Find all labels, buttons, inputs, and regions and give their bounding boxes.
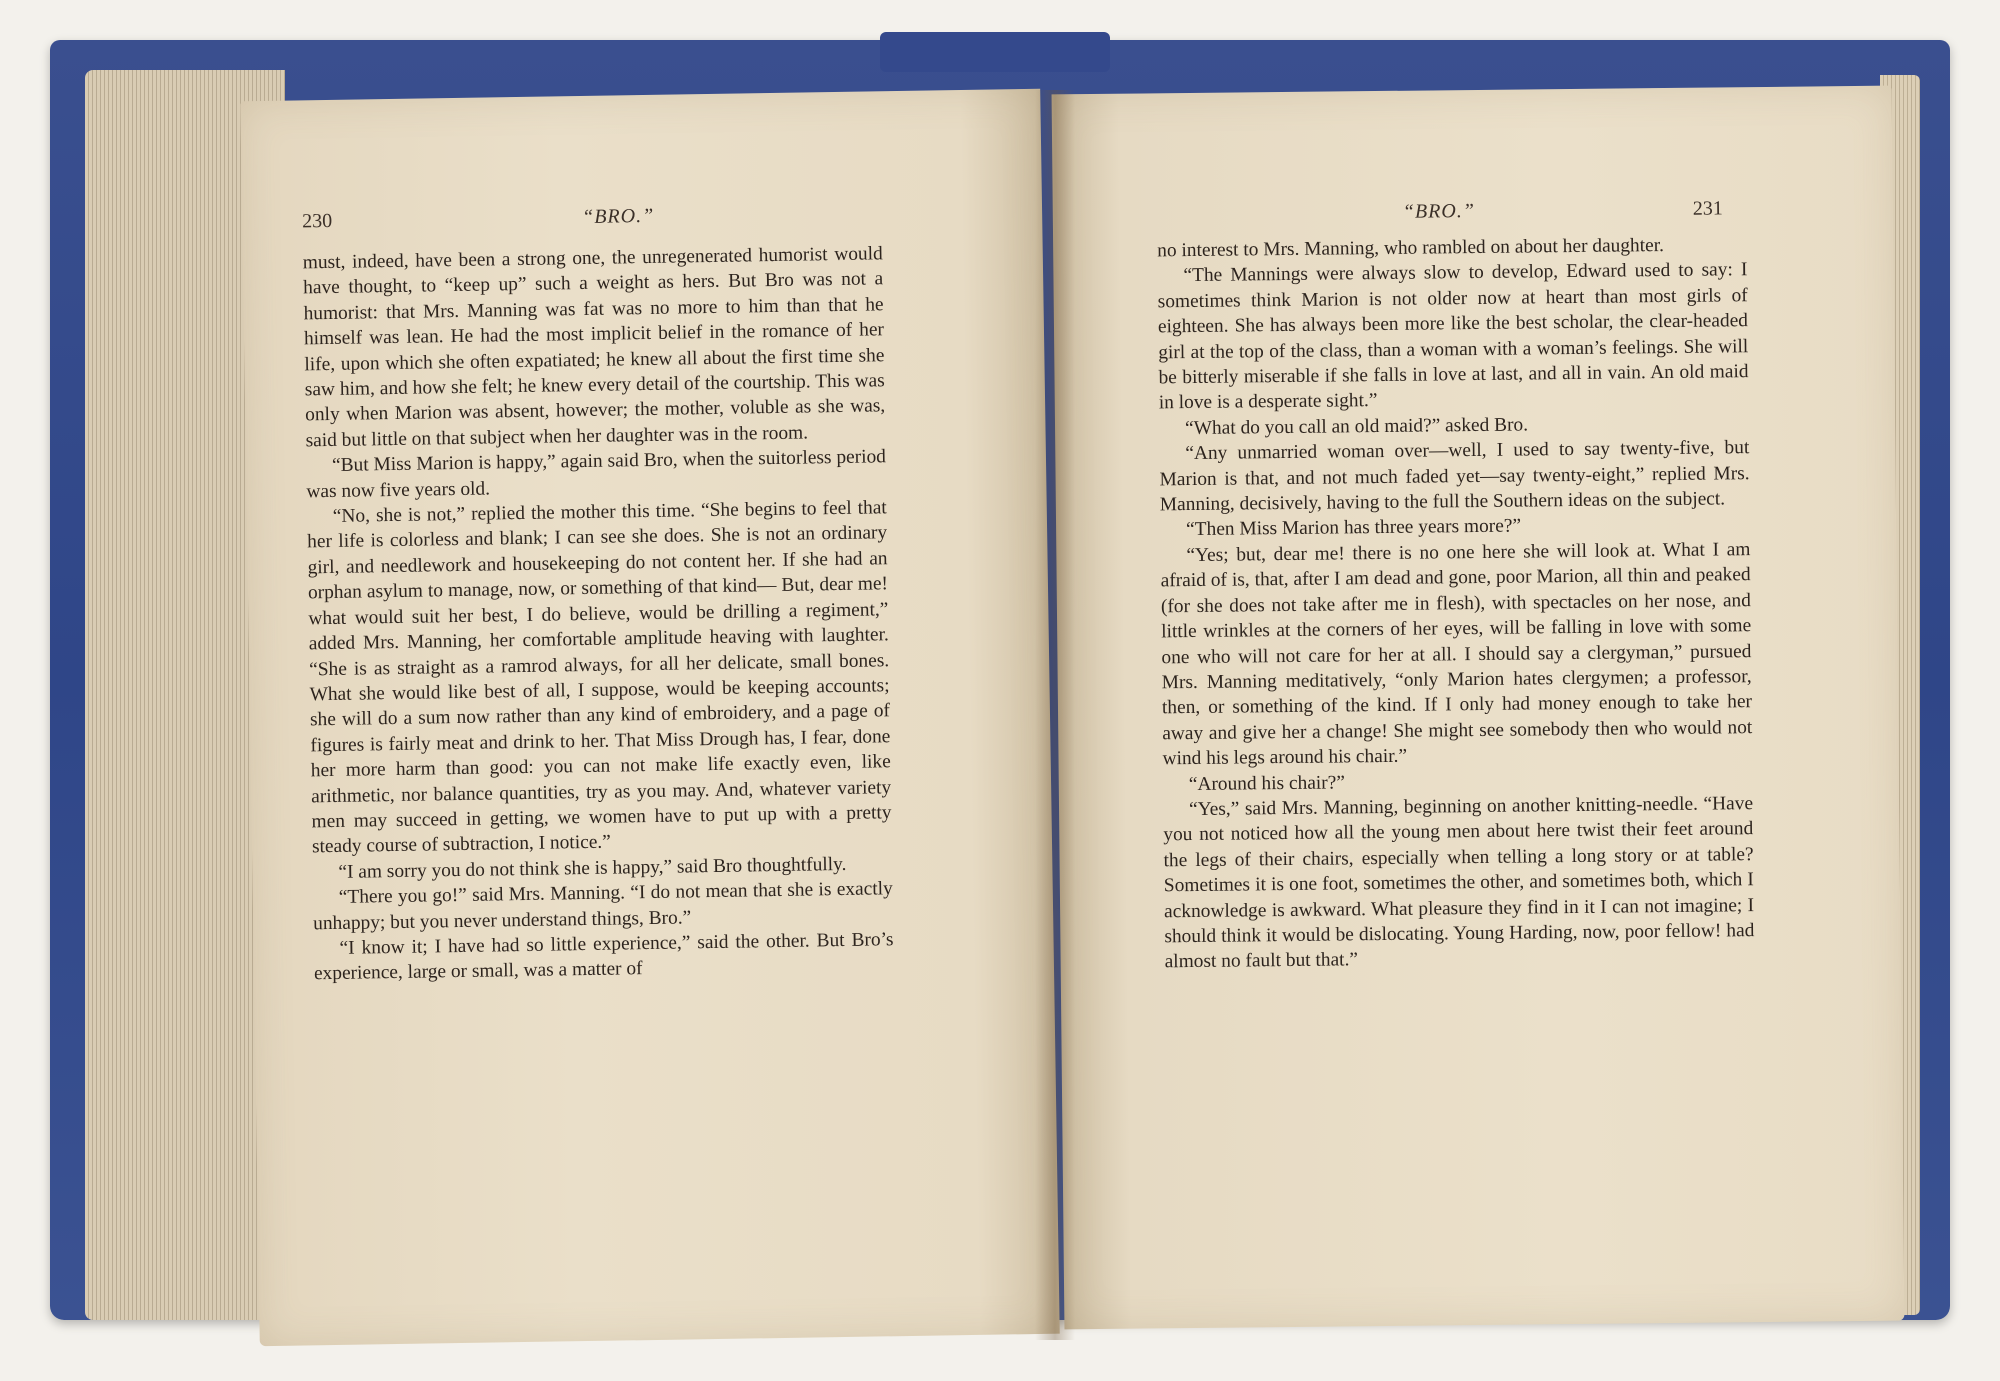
paragraph: “No, she is not,” replied the mother this time. “She begins to feel that her life is colorless and blank; I can see she does. She is not an ordinary girl, and needlework and housekeeping do not content her. If she had an orphan asylum to manage, now, or something of that kind— But, dear me! what would suit her best, I do believe, would be drilling a regiment,” added Mrs. Manning, her comfortable amplitude heaving with laughter. “She is as straight as a ramrod always, for all her delicate, small bones. What she would like best of all, I suppose, would be keeping accounts; she will do a sum now rather than any kind of embroidery, and a page of figures is fairly meat and drink to her. That Miss Drough has, I fear, done her more harm than good: you can not make life exactly even, like arithmetic, nor balance quantities, try as you may. And, whatever variety men may succeed in getting, we women have to put up with a pretty steady course of subtraction, I notice.” <box>307 497 892 858</box>
paragraph: “I know it; I have had so little experience,” said the other. But Bro’s experience, large or small, was a matter of <box>313 929 894 985</box>
paragraph: “What do you call an old maid?” asked Bro. <box>1184 414 1529 439</box>
paragraph: “Then Miss Marion has three years more?” <box>1186 516 1522 541</box>
running-head: “BRO.” <box>1402 200 1476 223</box>
paragraph: “I am sorry you do not think she is happy,” said Bro thoughtfully. <box>338 853 847 883</box>
paragraph: “Around his chair?” <box>1188 771 1346 795</box>
paragraph: “But Miss Marion is happy,” again said Bro, when the suitorless period was now five years old. <box>306 446 887 503</box>
page-number: 230 <box>301 209 333 233</box>
page-number: 231 <box>1692 197 1723 220</box>
page-text <box>303 241 895 987</box>
paragraph: “Any unmarried woman over—well, I used to say twenty-five, but Marion is that, and not much faded yet—say twenty-eight,” replied Mrs. Manning, decisively, having to the full the Southern ideas on the subject. <box>1159 437 1750 516</box>
left-page <box>240 89 1059 1346</box>
paragraph: “The Mannings were always slow to develop, Edward used to say: I sometimes think Marion is not older now at heart than most girls of eighteen. She has always been more like the best scholar, the clear-headed girl at the top of the class, than a woman with a woman’s feelings. She will be bitterly miserable if she falls in love at last, and all in vain. An old maid in love is a desperate sight.” <box>1157 259 1749 414</box>
paragraph: “There you go!” said Mrs. Manning. “I do not mean that she is exactly unhappy; but you never understand things, Bro.” <box>313 878 893 934</box>
paragraph: “Yes,” said Mrs. Manning, beginning on another knitting-needle. “Have you not noticed how all the young men about here twist their feet around the legs of their chairs, especially when telling a long story or at table? Sometimes it is one foot, sometimes the other, and sometimes both, which I acknowledge is awkward. What pleasure they find in it I can not imagine; I should think it would be dislocating. Young Harding, now, poor fellow! had almost no fault but that.” <box>1163 793 1755 973</box>
paragraph: no interest to Mrs. Manning, who rambled on about her daughter. <box>1157 235 1665 262</box>
running-head: “BRO.” <box>581 204 655 229</box>
book-gutter <box>1035 90 1075 1340</box>
paragraph: must, indeed, have been a strong one, the unregenerated humorist would have thought, to “keep up” such a weight as hers. But Bro was not a humorist: that Mrs. Manning was fat was no more to him than that he himself was lean. He had the most implicit belief in the romance of her life, upon which she often expatiated; he knew all about the first time she saw him, and how she felt; he knew every detail of the courtship. This was only when Marion was absent, however; the mother, voluble as she was, said but little on that subject when her daughter was in the room. <box>302 243 886 452</box>
paragraph: “Yes; but, dear me! there is no one here she will look at. What I am afraid of is, that, after I am dead and gone, poor Marion, all thin and peaked (for she does not take after me in flesh), with spectacles on her nose, and little wrinkles at the corners of her eyes, will be falling in love with some one who will not care for her at all. I should say a clergyman,” pursued Mrs. Manning meditatively, “only Marion hates clergymen; a professor, then, or something of the kind. If I only had money enough to take her away and give her a change! She might see somebody then who would not wind his legs around his chair.” <box>1160 539 1753 770</box>
right-page <box>1052 86 1905 1330</box>
book-spine <box>880 32 1110 72</box>
page-text <box>1157 232 1755 975</box>
